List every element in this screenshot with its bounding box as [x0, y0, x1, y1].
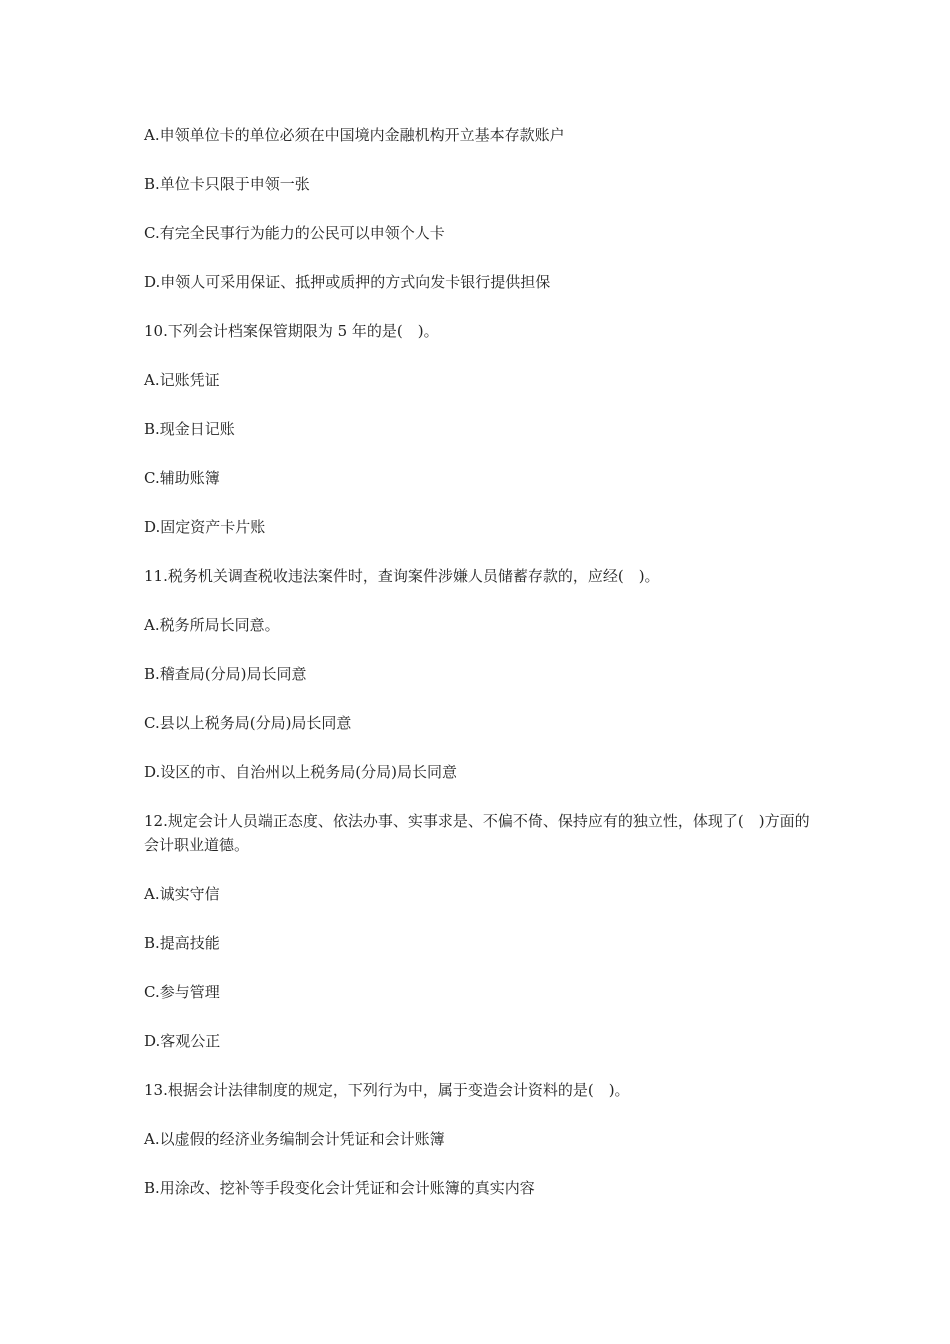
option-a-line: A.申领单位卡的单位必须在中国境内金融机构开立基本存款账户 — [144, 126, 565, 144]
q11-option-d: D.设区的市、自治州以上税务局(分局)局长同意 — [144, 763, 457, 781]
q13-option-a: A.以虚假的经济业务编制会计凭证和会计账簿 — [144, 1130, 445, 1148]
question-10: 10.下列会计档案保管期限为 5 年的是( )。 — [144, 322, 439, 340]
option-b-line: B.单位卡只限于申领一张 — [144, 175, 310, 193]
q12-option-a: A.诚实守信 — [144, 885, 220, 903]
option-c-line: C.有完全民事行为能力的公民可以申领个人卡 — [144, 224, 445, 242]
q12-option-c: C.参与管理 — [144, 983, 220, 1001]
document-body — [144, 123, 814, 1225]
q11-option-a: A.税务所局长同意。 — [144, 616, 280, 634]
q10-option-d: D.固定资产卡片账 — [144, 518, 266, 536]
q11-option-b: B.稽查局(分局)局长同意 — [144, 665, 307, 683]
question-12: 12.规定会计人员端正态度、依法办事、实事求是、不偏不倚、保持应有的独立性，体现了( )方面的会计职业道德。 — [144, 812, 810, 854]
option-d-line: D.申领人可采用保证、抵押或质押的方式向发卡银行提供担保 — [144, 273, 551, 291]
q12-option-b: B.提高技能 — [144, 934, 220, 952]
q11-option-c: C.县以上税务局(分局)局长同意 — [144, 714, 352, 732]
q10-option-a: A.记账凭证 — [144, 371, 220, 389]
question-13: 13.根据会计法律制度的规定，下列行为中，属于变造会计资料的是( )。 — [144, 1081, 630, 1099]
q10-option-b: B.现金日记账 — [144, 420, 235, 438]
q13-option-b: B.用涂改、挖补等手段变化会计凭证和会计账簿的真实内容 — [144, 1179, 535, 1197]
q12-option-d: D.客观公正 — [144, 1032, 221, 1050]
question-11: 11.税务机关调查税收违法案件时，查询案件涉嫌人员储蓄存款的，应经( )。 — [144, 567, 660, 585]
q10-option-c: C.辅助账簿 — [144, 469, 220, 487]
